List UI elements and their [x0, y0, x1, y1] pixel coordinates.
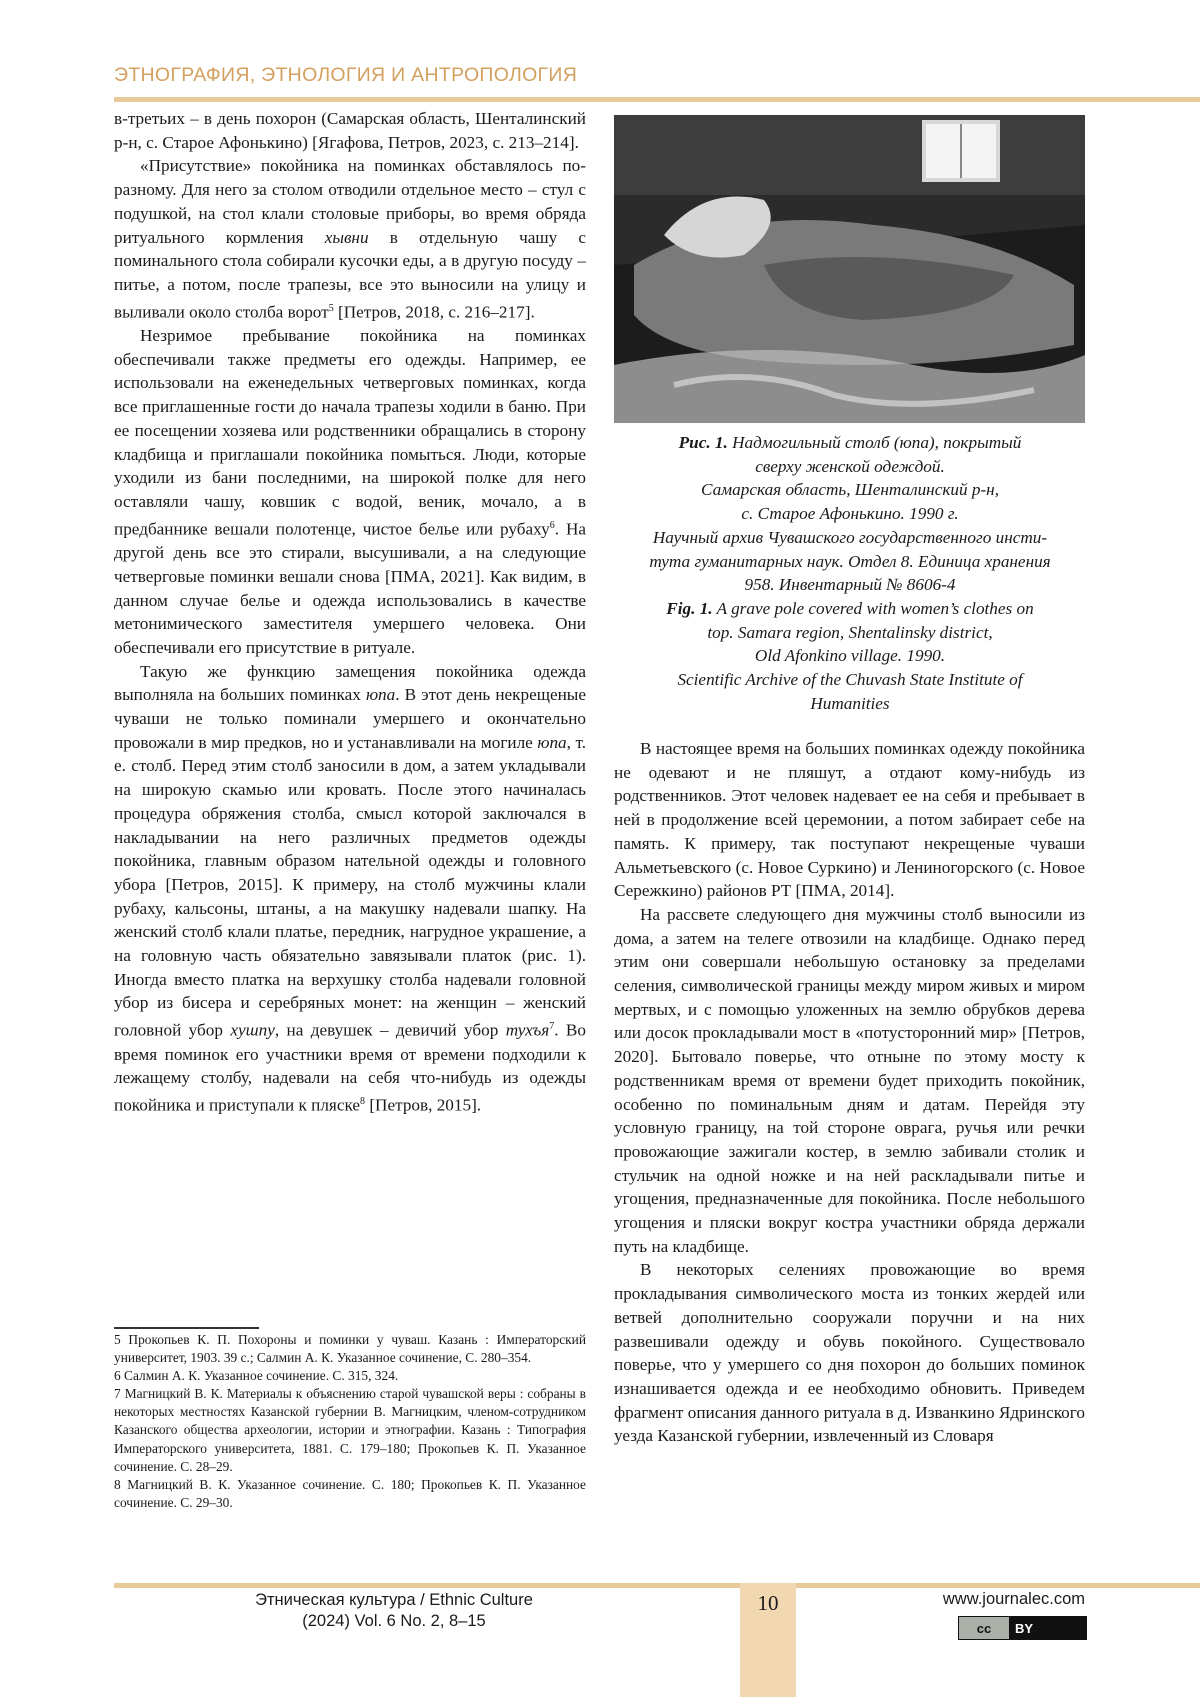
- paragraph: Незримое пребывание покойника на поминках обеспечивали также предметы его одежды. Например, ее использовали на еженедельных четверговых поминках, когда все приглашенные гости до начала трапезы ходили в баню. При ее посещении хозяева или родственники обращались в сторону кладбища и приглашали покойника помыться. Люди, которые уходили из бани последними, на широкой полке для него оставляли чашу, ковшик с водой, веник, мочало, а в предбаннике вешали полотенце, чистое белье или рубаху$^6$. На другой день все это стирали, высушивали, а на следующие четверговые поминки вешали снова [ПМА, 2021]. Как видим, в данном случае белье и одежда использовались в качестве метонимического заместителя умершего человека. Они обеспечивали его присутствие в ритуале.: [114, 326, 586, 657]
- footnote-8: 8 Магницкий В. К. Указанное сочинение. С. 180; Прокопьев К. П. Указанное сочинение. С. 29–30.: [114, 1476, 586, 1510]
- footnote-5: 5 Прокопьев К. П. Похороны и поминки у чуваш. Казань : Императорский университет, 1903. 39 с.; Салмин А. К. Указанное сочинение, С. 280–354.: [114, 1332, 586, 1366]
- footnote-6: 6 Салмин А. К. Указанное сочинение. С. 315, 324.: [114, 1368, 399, 1384]
- journal-url[interactable]: www.journalec.com: [942, 1590, 1085, 1608]
- cc-by-license-badge[interactable]: [958, 1616, 1087, 1640]
- header-rule: [114, 97, 1200, 102]
- figure-photo: [614, 115, 1085, 423]
- license-by-label: BY: [1015, 1620, 1034, 1636]
- footer-rule: [114, 1583, 1200, 1588]
- figure-caption: Рис. 1. Надмогильный столб (юпа), покрытый сверху женской одеждой. Самарская область, Шенталинский р-н, с. Старое Афонькино. 1990 г. Научный архив Чувашского государственного инсти- тута гуманитарных наук. Отдел 8. Единица хранения 958. Инвентарный № 8606-4 Fig. 1. A grave pole covered with women’s clothes on top. Samara region, Shentalinsky district, Old Afonkino village. 1990. Scientific Archive of the Chuvash State Institute of Humanities: [649, 433, 1051, 713]
- cc-icon: cc: [959, 1617, 1009, 1639]
- left-column: [114, 107, 586, 1117]
- photo-grave-pole: [614, 115, 1085, 423]
- right-column: [614, 737, 1085, 1448]
- page-number: 10: [757, 1591, 779, 1615]
- paragraph: В настоящее время на больших поминках одежду покойника не одевают и не пляшут, а отдают кому-нибудь из родственников. Этот человек надевает ее на себя и пребывает в ней в продолжение всей церемонии, а потом забирает себе на память. К примеру, так поступают некрещеные чуваши Альметьевского (с. Новое Суркино) и Лениногорского (с. Новое Сережкино) районов РТ [ПМА, 2014].: [614, 739, 1085, 901]
- paragraph: На рассвете следующего дня мужчины столб выносили из дома, а затем на телеге отвозили на кладбище. Однако перед этим они совершали небольшую остановку за пределами селения, символической границы между миром живых и миром мертвых, и с помощью уложенных на землю обрубков дерева или досок прокладывали мост в «потусторонний мир» [Петров, 2020]. Бытовало поверье, что отныне по этому мосту к родственникам время от времени будет приходить покойник, особенно по поминальным дням и датам. Перейдя эту условную границу, на той стороне оврага, ручья или речки провожающие зажигали костер, в землю забивали столик и стульчик на одной ножке и на ней раскладывали питье и угощения, предназначенные для покойника. После небольшого угощения и пляски вокруг костра участники обряда держали путь на кладбище.: [614, 904, 1085, 1256]
- section-header: ЭТНОГРАФИЯ, ЭТНОЛОГИЯ И АНТРОПОЛОГИЯ: [114, 64, 578, 86]
- journal-citation: Этническая культура / Ethnic Culture (2024) Vol. 6 No. 2, 8–15: [255, 1591, 533, 1630]
- paragraph: в-третьих – в день похорон (Самарская область, Шенталинский р-н, с. Старое Афонькино) [Ягафова, Петров, 2023, с. 213–214].: [114, 109, 586, 152]
- footnotes: [114, 1331, 586, 1512]
- footnote-7: 7 Магницкий В. К. Материалы к объяснению старой чувашской веры : собраны в некоторых местностях Казанской губернии В. Магницким, членом-сотрудником Казанского общества археологии, истории и этнографии. Казань : Типография Императорского университета, 1881. С. 179–180; Прокопьев К. П. Указанное сочинение. С. 28–29.: [114, 1386, 586, 1474]
- paragraph: «Присутствие» покойника на поминках обставлялось по-разному. Для него за столом отводили отдельное место – стул с подушкой, на стол клали столовые приборы, во время обряда ритуального кормления хывни в отдельную чашу с поминального стола собирали кусочки еды, а в другую посуду – питье, а потом, после трапезы, все это выносили на улицу и выливали около столба ворот$^5$ [Петров, 2018, с. 216–217].: [114, 156, 587, 322]
- paragraph: В некоторых селениях провожающие во время прокладывания символического моста из тонких жердей или ветвей дополнительно сооружали поручни и на них развешивали одежду и обувь покойного. Существовало поверье, что у умершего со дня похорон до больших поминок изнашивается одежда и ее необходимо обновить. Приведем фрагмент описания данного ритуала в д. Изванкино Ядринского уезда Казанской губернии, извлеченный из Словаря: [614, 1260, 1085, 1446]
- paragraph: Такую же функцию замещения покойника одежда выполняла на больших поминках юпа. В этот день некрещеные чуваши не только поминали умершего и окончательно провожали в мир предков, но и устанавливали на могиле юпа, т. е. столб. Перед этим столб заносили в дом, а затем укладывали на широкую скамью или кровать. После этого начиналась процедура обряжения столба, смысл которой заключался в накладывании на него различных предметов одежды покойника, главным образом нательной одежды и головного убора [Петров, 2015]. К примеру, на столб мужчины клали рубаху, кальсоны, штаны, а на макушку надевали шапку. На женский столб клали платье, передник, нагрудное украшение, а на головную часть обязательно завязывали платок (рис. 1). Иногда вместо платка на верхушку столба надевали головной убор из бисера и серебряных монет: на женщин – женский головной убор хушпу, на девушек – девичий убор тухъя$^7$. Во время поминок его участники время от времени подходили к лежащему столбу, надевали на себя что-нибудь из одежды покойника и приступали к пляске$^8$ [Петров, 2015].: [114, 661, 586, 1115]
- footnote-rule: [114, 1327, 259, 1329]
